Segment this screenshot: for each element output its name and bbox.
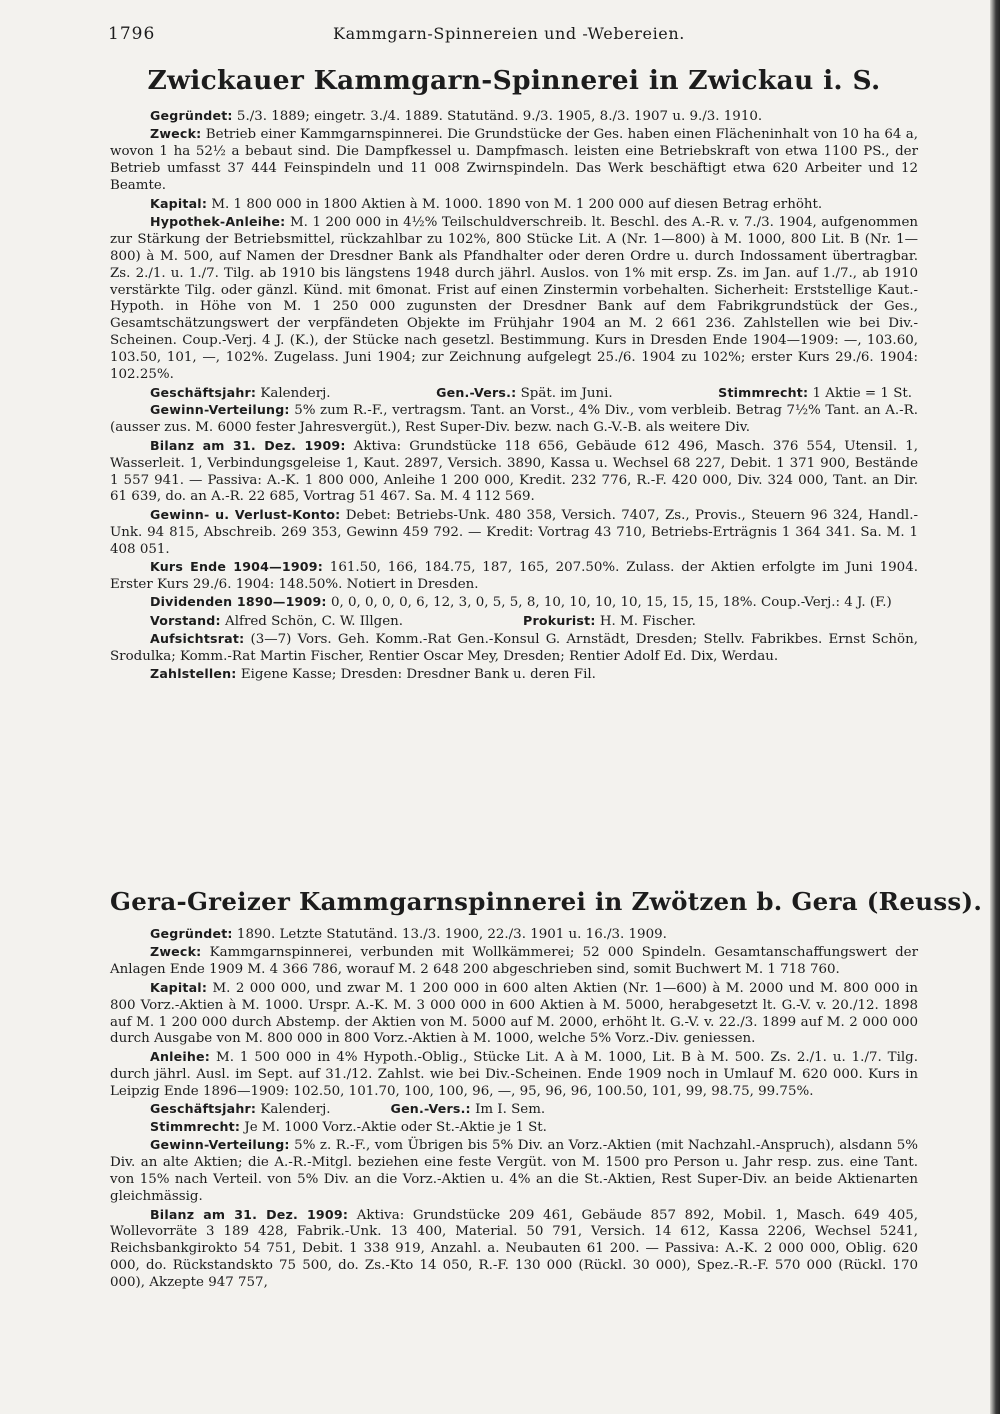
company-entry-gera-greiz xyxy=(110,886,983,1293)
capital-entry xyxy=(110,196,918,214)
purpose-entry xyxy=(110,944,918,979)
loan-label: Anleihe: xyxy=(150,1048,211,1064)
purpose-entry xyxy=(110,126,918,195)
voting-right-label: Stimmrecht: xyxy=(718,384,809,400)
fiscal-year-value: Kalenderj. xyxy=(260,1102,331,1118)
fiscal-year-value: Kalenderj. xyxy=(260,385,331,401)
balance-sheet-text: Aktiva: Grundstücke 209 461, Gebäude 857 892, Mobil. 1, Masch. 649 405, Wollevorräte 3 189 428, Fabrik.-Unk. 13 400, Material. 50 791, Versich. 14 612, Kassa 2206, Wechsel 5241, Reichsbankgirokto 54 751, Debit. 1 338 919, Anzahl. a. Neubauten 61 200. — Passiva: A.-K. 2 000 000, Oblig. 620 000, do. Rückstandskto 75 500, do. Zs.-Kto 14 050, R.-F. 130 000 (Rückl. 30 000), Spez.-R.-F. 570 000 (Rückl. 170 000), Akzepte 947 757, xyxy=(110,1207,918,1291)
paying-agents-entry xyxy=(110,666,918,684)
authorized-officer-value: H. M. Fischer. xyxy=(599,613,696,629)
supervisory-board-label: Aufsichtsrat: xyxy=(150,630,245,646)
general-meeting xyxy=(436,385,613,403)
general-meeting-value: Spät. im Juni. xyxy=(520,385,613,401)
purpose-label: Zweck: xyxy=(150,126,202,142)
page-number: 1796 xyxy=(108,24,156,44)
profit-distribution-text: 5% zum R.-F., vertragsm. Tant. an Vorst., 4% Div., vom verbleib. Betrag 7½% Tant. an A.-R. (ausser zus. M. 6000 fester Jahresvergüt.), Rest Super-Div. bezw. nach G.-V.-B. als weitere Div. xyxy=(110,403,918,436)
founded-label: Gegründet: xyxy=(150,926,233,941)
profit-distribution-text: 5% z. R.-F., vom Übrigen bis 5% Div. an Vorz.-Aktien (mit Nachzahl.-Anspruch), alsdann 5% Div. an alte Aktien; die A.-R.-Mitgl. beziehen eine feste Vergüt. von M. 1500 pro Person u. Jahr resp. zus. eine Tant. von 15% nach Verteil. von 5% Div. an die Vorz.-Aktien u. 4% an die St.-Aktien, Rest Super-Div. an beide Aktienarten gleichmässig. xyxy=(110,1138,918,1205)
voting-right-text: Je M. 1000 Vorz.-Aktie oder St.-Aktie je 1 St. xyxy=(244,1119,547,1135)
voting-right-value: 1 Aktie = 1 St. xyxy=(812,385,912,401)
fiscal-meeting-vote-row xyxy=(110,385,918,403)
general-meeting-value: Im I. Sem. xyxy=(475,1102,546,1118)
running-head xyxy=(108,24,910,50)
profit-distribution-entry xyxy=(110,402,918,437)
purpose-label: Zweck: xyxy=(150,944,202,960)
authorized-officer xyxy=(523,613,696,631)
company-heading: Zwickauer Kammgarn-Spinnerei in Zwickau i. S. xyxy=(147,65,881,96)
voting-right-entry xyxy=(110,1119,918,1137)
supervisory-board-entry xyxy=(110,631,918,666)
balance-sheet-entry xyxy=(110,438,918,507)
dividends-entry xyxy=(110,594,918,612)
board-row xyxy=(110,613,918,631)
loan-entry xyxy=(110,1049,918,1101)
management-board-value: Alfred Schön, C. W. Illgen. xyxy=(225,613,404,629)
capital-text: M. 1 800 000 in 1800 Aktien à M. 1000. 1890 von M. 1 200 000 auf diesen Betrag erhöht. xyxy=(211,196,823,212)
founded-label: Gegründet: xyxy=(150,108,233,123)
management-board xyxy=(150,613,403,631)
capital-entry xyxy=(110,980,918,1049)
supervisory-board-text: (3—7) Vors. Geh. Komm.-Rat Gen.-Konsul G. Arnstädt, Dresden; Stellv. Fabrikbes. Ernst Schön, Srodulka; Komm.-Rat Martin Fischer, Rentier Oscar Mey, Dresden; Rentier Adolf Ed. Dix, Werdau. xyxy=(110,631,918,664)
management-board-label: Vorstand: xyxy=(150,612,221,628)
share-price-label: Kurs Ende 1904—1909: xyxy=(150,559,323,575)
fiscal-year xyxy=(150,1101,331,1119)
authorized-officer-label: Prokurist: xyxy=(523,612,596,628)
balance-sheet-text: Aktiva: Grundstücke 118 656, Gebäude 612 496, Masch. 376 554, Utensil. 1, Wasserleit. 1, Verbindungsgeleise 1, Kaut. 2897, Versich. 3890, Kassa u. Wechsel 68 227, Debit. 1 371 900, Bestände 1 557 941. — Passiva: A.-K. 1 800 000, Anleihe 1 200 000, Kredit. 232 776, R.-F. 420 000, Div. 324 000, Tant. an Dir. 61 639, do. an A.-R. 22 685, Vortrag 51 467. Sa. M. 4 112 569. xyxy=(110,438,918,505)
page-edge-shadow xyxy=(990,0,1000,1414)
paying-agents-text: Eigene Kasse; Dresden: Dresdner Bank u. deren Fil. xyxy=(240,667,596,682)
profit-loss-text: Debet: Betriebs-Unk. 480 358, Versich. 7407, Zs., Provis., Steuern 96 324, Handl.-Unk. 94 815, Abschreib. 269 353, Gewinn 459 792. — Kredit: Vortrag 43 710, Betriebs-Erträgnis 1 364 341. Sa. M. 1 408 051. xyxy=(110,507,918,557)
profit-distribution-label: Gewinn-Verteilung: xyxy=(150,1137,290,1153)
loan-text: M. 1 500 000 in 4% Hypoth.-Oblig., Stücke Lit. A à M. 1000, Lit. B à M. 500. Zs. 2./1. u. 1./7. Tilg. durch jährl. Ausl. im Sept. auf 31./12. Zahlst. wie bei Div.-Scheinen. Ende 1909 noch in Umlauf M. 620 000. Kurs in Leipzig Ende 1896—1909: 102.50, 101.70, 100, 100, 96, —, 95, 96, 96, 100.50, 101, 99, 98.75, 99.75%. xyxy=(110,1049,918,1099)
mortgage-loan-entry xyxy=(110,214,918,384)
purpose-text: Betrieb einer Kammgarnspinnerei. Die Grundstücke der Ges. haben einen Flächeninhalt von 10 ha 64 a, wovon 1 ha 52½ a bebaut sind. Die Dampfkessel u. Dampfmasch. leisten eine Betriebskraft von etwa 1100 PS., der Betrieb umfasst 37 444 Feinspindeln und 11 008 Zwirnspindeln. Das Werk beschäftigt etwa 620 Arbeiter und 12 Beamte. xyxy=(110,127,918,194)
fiscal-meeting-row xyxy=(110,1101,918,1119)
company-heading: Gera-Greizer Kammgarnspinnerei in Zwötzen b. Gera (Reuss). xyxy=(110,887,983,916)
capital-label: Kapital: xyxy=(150,195,208,211)
paying-agents-label: Zahlstellen: xyxy=(150,666,237,681)
balance-sheet-entry xyxy=(110,1207,918,1293)
voting-right xyxy=(718,385,912,403)
fiscal-year-label: Geschäftsjahr: xyxy=(150,384,257,400)
capital-label: Kapital: xyxy=(150,979,208,995)
purpose-text: Kammgarnspinnerei, verbunden mit Wollkämmerei; 52 000 Spindeln. Gesamtanschaffungswert der Anlagen Ende 1909 M. 4 366 786, worauf M. 2 648 200 abgeschrieben sind, somit Buchwert M. 1 718 760. xyxy=(110,945,918,978)
profit-loss-entry xyxy=(110,507,918,559)
fiscal-year xyxy=(150,385,331,403)
running-title: Kammgarn-Spinnereien und -Webereien. xyxy=(333,24,685,43)
founded-text: 1890. Letzte Statutänd. 13./3. 1900, 22./3. 1901 u. 16./3. 1909. xyxy=(236,927,667,942)
profit-distribution-label: Gewinn-Verteilung: xyxy=(150,402,290,418)
dividends-text: 0, 0, 0, 0, 0, 6, 12, 3, 0, 5, 5, 8, 10, 10, 10, 10, 15, 15, 15, 18%. Coup.-Verj.: 4 J. (F.) xyxy=(330,595,892,611)
balance-sheet-label: Bilanz am 31. Dez. 1909: xyxy=(150,1206,349,1222)
mortgage-loan-label: Hypothek-Anleihe: xyxy=(150,213,286,229)
general-meeting xyxy=(391,1101,546,1119)
share-price-text: 161.50, 166, 184.75, 187, 165, 207.50%. Zulass. der Aktien erfolgte im Juni 1904. Erster Kurs 29./6. 1904: 148.50%. Notiert in Dresden. xyxy=(110,560,918,592)
general-meeting-label: Gen.-Vers.: xyxy=(390,1101,471,1117)
profit-loss-label: Gewinn- u. Verlust-Konto: xyxy=(150,506,341,522)
mortgage-loan-text: M. 1 200 000 in 4½% Teilschuldverschreib. lt. Beschl. des A.-R. v. 7./3. 1904, aufgenommen zur Stärkung der Betriebsmittel, rückzahlbar zu 102%, 800 Stücke Lit. A (Nr. 1—800) à M. 1000, 800 Lit. B (Nr. 1—800) à M. 500, auf Namen der Dresdner Bank als Pfandhalter oder deren Ordre u. durch Indossament übertragbar. Zs. 2./1. u. 1./7. Tilg. ab 1910 bis längstens 1948 durch jährl. Auslos. von 1% mit ersp. Zs. im Jan. auf 1./7., ab 1910 verstärkte Tilg. oder gänzl. Künd. mit 6monat. Frist auf einen Zinstermin vorbehalten. Sicherheit: Erststellige Kaut.-Hypoth. in Höhe von M. 1 250 000 zugunsten der Dresdner Bank auf dem Fabrikgrundstück der Ges., Gesamtschätzungswert der verpfändeten Objekte im Frühjahr 1904 an M. 2 661 236. Zahlstellen wie bei Div.-Scheinen. Coup.-Verj. 4 J. (K.), der Stücke nach gesetzl. Bestimmung. Kurs in Dresden Ende 1904—1909: —, 103.60, 103.50, 101, —, 102%. Zugelass. Juni 1904; zur Zeichnung aufgelegt 25./6. 1904 zu 102%; erster Kurs 29./6. 1904: 102.25%. xyxy=(110,214,919,383)
founded-entry xyxy=(110,108,918,126)
share-price-entry xyxy=(110,559,918,594)
dividends-label: Dividenden 1890—1909: xyxy=(150,594,327,610)
balance-sheet-label: Bilanz am 31. Dez. 1909: xyxy=(150,437,346,453)
capital-text: M. 2 000 000, und zwar M. 1 200 000 in 600 alten Aktien (Nr. 1—600) à M. 2000 und M. 800 000 in 800 Vorz.-Aktien à M. 1000. Urspr. A.-K. M. 3 000 000 in 600 Aktien à M. 5000, herabgesetzt lt. G.-V. v. 20./12. 1898 auf M. 1 200 000 durch Abstemp. der Aktien von M. 5000 auf M. 2000, erhöht lt. G.-V. v. 22./3. 1899 auf M. 2 000 000 durch Ausgabe von M. 800 000 in 800 Vorz.-Aktien à M. 1000, welche 5% Vorz.-Div. geniessen. xyxy=(110,980,919,1047)
general-meeting-label: Gen.-Vers.: xyxy=(436,384,517,400)
profit-distribution-entry xyxy=(110,1137,918,1206)
company-entry-zwickau xyxy=(110,64,918,684)
founded-entry xyxy=(110,926,918,944)
founded-text: 5./3. 1889; eingetr. 3./4. 1889. Statutänd. 9./3. 1905, 8./3. 1907 u. 9./3. 1910. xyxy=(236,109,763,124)
fiscal-year-label: Geschäftsjahr: xyxy=(150,1101,257,1117)
voting-right-label: Stimmrecht: xyxy=(150,1118,241,1134)
